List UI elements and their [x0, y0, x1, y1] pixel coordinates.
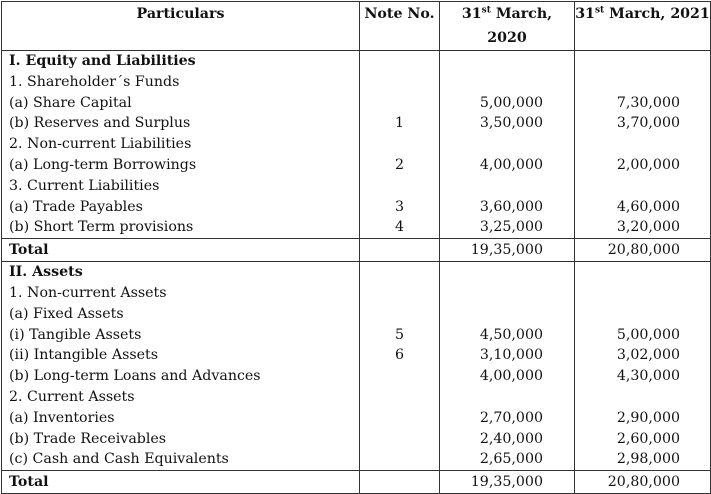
- header-2021-rest: March, 2021: [604, 6, 710, 22]
- equity-total-label: Total: [2, 239, 360, 262]
- table-row: [2, 176, 711, 197]
- assets-total-row: [2, 471, 711, 494]
- row-value-2021: [575, 304, 711, 325]
- row-value-2021: 3,20,000: [575, 217, 711, 238]
- table-row: [2, 325, 711, 346]
- row-particular: (a) Trade Payables: [2, 197, 360, 218]
- header-2020: [440, 2, 575, 51]
- table-row: [2, 155, 711, 176]
- row-note-no: [360, 366, 440, 387]
- assets-heading: II. Assets: [2, 262, 360, 283]
- table-row: [2, 134, 711, 155]
- table-row: [2, 217, 711, 238]
- section-heading-row: [2, 262, 711, 283]
- row-value-2020: 3,10,000: [440, 345, 575, 366]
- row-value-2021: 7,30,000: [575, 93, 711, 114]
- row-particular: 1. Non-current Assets: [2, 283, 360, 304]
- row-value-2021: [575, 134, 711, 155]
- equity-total-2021: 20,80,000: [575, 239, 711, 262]
- row-particular: (b) Long-term Loans and Advances: [2, 366, 360, 387]
- row-particular: (a) Long-term Borrowings: [2, 155, 360, 176]
- header-2021: [575, 2, 711, 51]
- row-note-no: 6: [360, 345, 440, 366]
- row-value-2020: 4,50,000: [440, 325, 575, 346]
- equity-total-section: [2, 239, 711, 262]
- row-value-2021: 4,60,000: [575, 197, 711, 218]
- equity-heading: I. Equity and Liabilities: [2, 51, 360, 72]
- row-value-2020: [440, 283, 575, 304]
- table-row: [2, 304, 711, 325]
- row-particular: (b) Trade Receivables: [2, 429, 360, 450]
- row-note-no: [360, 72, 440, 93]
- table-row: [2, 113, 711, 134]
- row-note-no: [360, 176, 440, 197]
- row-particular: (b) Short Term provisions: [2, 217, 360, 238]
- row-note-no: 5: [360, 325, 440, 346]
- table-row: [2, 429, 711, 450]
- row-particular: (c) Cash and Cash Equivalents: [2, 449, 360, 470]
- row-note-no: 4: [360, 217, 440, 238]
- row-value-2021: [575, 72, 711, 93]
- row-value-2021: 2,00,000: [575, 155, 711, 176]
- table-row: [2, 283, 711, 304]
- row-particular: 1. Shareholder´s Funds: [2, 72, 360, 93]
- row-note-no: [360, 283, 440, 304]
- table-row: [2, 366, 711, 387]
- header-2020-rest: March, 2020: [487, 6, 553, 46]
- row-value-2021: 4,30,000: [575, 366, 711, 387]
- table-row: [2, 408, 711, 429]
- row-particular: (a) Fixed Assets: [2, 304, 360, 325]
- table-row: [2, 72, 711, 93]
- row-value-2021: 3,02,000: [575, 345, 711, 366]
- equity-total-row: [2, 239, 711, 262]
- row-note-no: 3: [360, 197, 440, 218]
- header-2021-suffix: st: [594, 5, 605, 16]
- assets-total-2020: 19,35,000: [440, 471, 575, 494]
- row-particular: (i) Tangible Assets: [2, 325, 360, 346]
- row-particular: (a) Inventories: [2, 408, 360, 429]
- row-value-2021: 5,00,000: [575, 325, 711, 346]
- section-heading-row: [2, 51, 711, 72]
- row-value-2020: 3,50,000: [440, 113, 575, 134]
- row-value-2020: 2,40,000: [440, 429, 575, 450]
- equity-section: [2, 51, 711, 239]
- row-value-2021: 2,90,000: [575, 408, 711, 429]
- header-2020-day: 31: [461, 6, 482, 22]
- balance-sheet-table: [1, 1, 711, 494]
- row-value-2020: 4,00,000: [440, 155, 575, 176]
- header-2021-day: 31: [575, 6, 595, 22]
- equity-total-2020: 19,35,000: [440, 239, 575, 262]
- row-particular: 3. Current Liabilities: [2, 176, 360, 197]
- header-row: [2, 2, 711, 51]
- row-value-2020: 4,00,000: [440, 366, 575, 387]
- assets-section: [2, 262, 711, 471]
- row-value-2020: [440, 134, 575, 155]
- assets-total-section: [2, 471, 711, 494]
- row-value-2021: [575, 176, 711, 197]
- row-value-2020: 3,60,000: [440, 197, 575, 218]
- row-value-2020: [440, 304, 575, 325]
- row-note-no: [360, 93, 440, 114]
- row-particular: (b) Reserves and Surplus: [2, 113, 360, 134]
- assets-total-2021: 20,80,000: [575, 471, 711, 494]
- row-particular: 2. Non-current Liabilities: [2, 134, 360, 155]
- row-value-2021: 2,60,000: [575, 429, 711, 450]
- row-value-2020: 2,65,000: [440, 449, 575, 470]
- row-particular: 2. Current Assets: [2, 387, 360, 408]
- row-note-no: [360, 449, 440, 470]
- row-value-2020: 2,70,000: [440, 408, 575, 429]
- row-value-2021: [575, 283, 711, 304]
- row-note-no: 1: [360, 113, 440, 134]
- row-note-no: [360, 387, 440, 408]
- row-value-2020: [440, 387, 575, 408]
- header-particulars: Particulars: [2, 2, 360, 51]
- table-row: [2, 449, 711, 470]
- row-value-2020: [440, 176, 575, 197]
- row-particular: (a) Share Capital: [2, 93, 360, 114]
- table-row: [2, 387, 711, 408]
- row-value-2020: 3,25,000: [440, 217, 575, 238]
- row-note-no: 2: [360, 155, 440, 176]
- row-note-no: [360, 408, 440, 429]
- row-value-2020: 5,00,000: [440, 93, 575, 114]
- row-value-2021: 3,70,000: [575, 113, 711, 134]
- header-note-no: Note No.: [360, 2, 440, 51]
- header-2020-suffix: st: [481, 5, 491, 16]
- row-note-no: [360, 304, 440, 325]
- row-value-2021: 2,98,000: [575, 449, 711, 470]
- table-row: [2, 345, 711, 366]
- table-row: [2, 93, 711, 114]
- row-note-no: [360, 134, 440, 155]
- row-note-no: [360, 429, 440, 450]
- assets-total-label: Total: [2, 471, 360, 494]
- row-value-2021: [575, 387, 711, 408]
- row-value-2020: [440, 72, 575, 93]
- row-particular: (ii) Intangible Assets: [2, 345, 360, 366]
- table-row: [2, 197, 711, 218]
